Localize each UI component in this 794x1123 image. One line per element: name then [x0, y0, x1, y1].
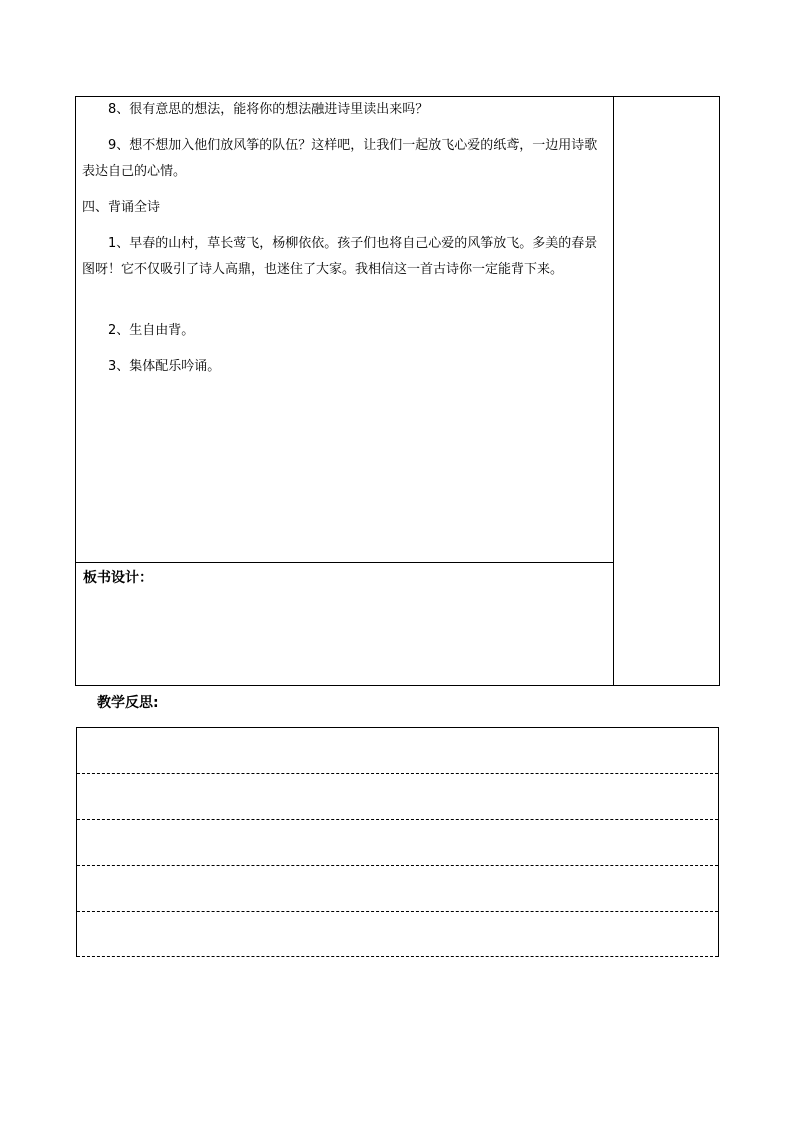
reflection-line	[77, 773, 718, 774]
side-column-border	[613, 97, 614, 685]
section-4-item-3: 3、集体配乐吟诵。	[108, 359, 221, 374]
lesson-table	[75, 96, 720, 686]
board-design-label: 板书设计：	[83, 570, 153, 586]
reflection-line	[77, 819, 718, 820]
reflection-line	[77, 911, 718, 912]
board-divider	[76, 562, 613, 563]
reflection-line	[77, 865, 718, 866]
section-4-item-2: 2、生自由背。	[108, 323, 195, 338]
section-4-item-1: 1、早春的山村，草长莺飞，杨柳依依。孩子们也将自己心爱的风筝放飞。多美的春景图呀！它不仅吸引了诗人高鼎，也迷住了大家。我相信这一首古诗你一定能背下来。	[82, 236, 598, 277]
lesson-content-cell	[76, 97, 613, 562]
step-8: 8、很有意思的想法，能将你的想法融进诗里读出来吗？	[108, 102, 429, 117]
reflection-box	[76, 727, 719, 957]
step-9: 9、想不想加入他们放风筝的队伍？这样吧，让我们一起放飞心爱的纸鸢，一边用诗歌表达自己的心情。	[82, 138, 598, 179]
reflection-line	[77, 956, 718, 957]
section-4-title: 四、背诵全诗	[82, 200, 161, 215]
reflection-label: 教学反思:	[97, 695, 159, 711]
